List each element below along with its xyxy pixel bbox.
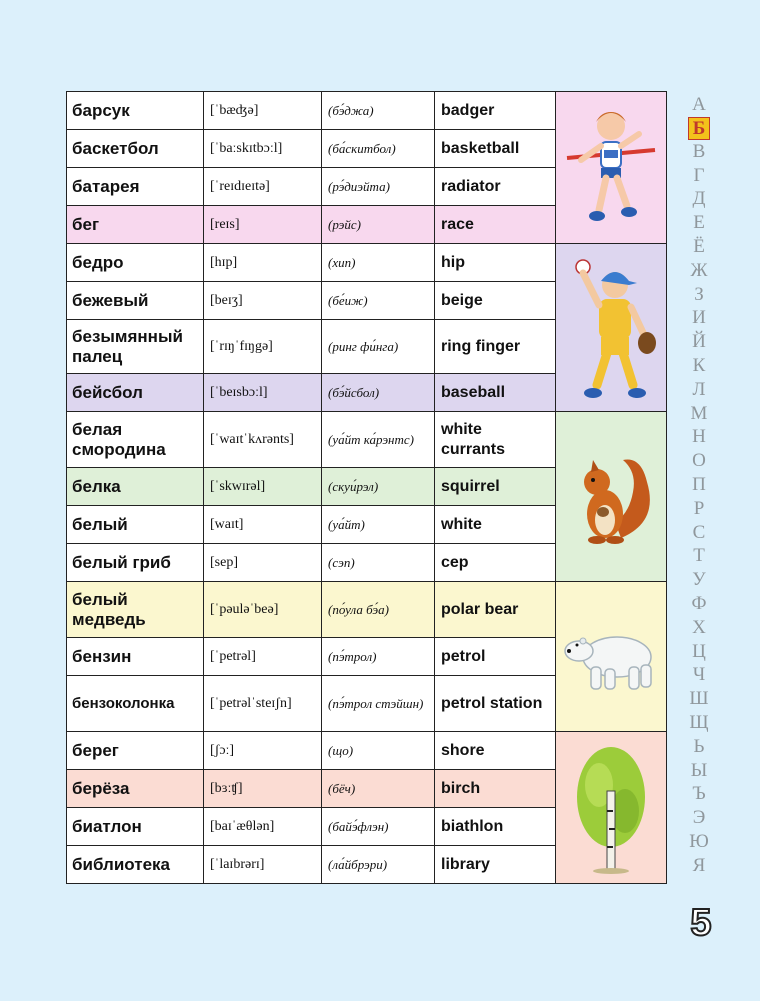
english-word: ring finger <box>435 320 556 374</box>
transcription: [ˈlaɪbrərɪ] <box>204 846 322 884</box>
alphabet-letter: Е <box>693 212 705 234</box>
russian-word: баскетбол <box>67 130 204 168</box>
alphabet-letter: Ы <box>690 759 708 781</box>
english-word: birch <box>435 770 556 808</box>
russian-pronunciation: (ба́скитбол) <box>322 130 435 168</box>
english-word: library <box>435 846 556 884</box>
transcription: [ˈbaːskɪtbɔːl] <box>204 130 322 168</box>
alphabet-letter: Т <box>693 545 705 567</box>
alphabet-letter: О <box>692 450 706 472</box>
page-number: 5 <box>690 902 712 944</box>
russian-pronunciation: (бёч) <box>322 770 435 808</box>
alphabet-letter: К <box>692 354 706 376</box>
alphabet-index <box>686 93 712 878</box>
alphabet-letter: Ш <box>689 688 709 710</box>
russian-pronunciation: (бэ́джа) <box>322 92 435 130</box>
alphabet-letter: Ч <box>692 664 706 686</box>
russian-word: белка <box>67 468 204 506</box>
alphabet-letter: А <box>692 94 706 115</box>
alphabet-letter: У <box>692 569 706 591</box>
russian-word: белая смородина <box>67 412 204 468</box>
alphabet-letter: З <box>694 283 704 305</box>
english-word: shore <box>435 732 556 770</box>
alphabet-letter: С <box>692 521 706 543</box>
alphabet-letter: Г <box>693 164 705 186</box>
transcription: [hɪp] <box>204 244 322 282</box>
transcription: [ˈpetrəl] <box>204 638 322 676</box>
english-word: baseball <box>435 374 556 412</box>
transcription: [ˈskwɪrəl] <box>204 468 322 506</box>
russian-word: бензоколонка <box>67 676 204 732</box>
transcription: [beɪʒ] <box>204 282 322 320</box>
english-word: squirrel <box>435 468 556 506</box>
alphabet-letter: М <box>690 402 708 424</box>
russian-pronunciation: (байэ́флэн) <box>322 808 435 846</box>
russian-pronunciation: (ла́йбрэри) <box>322 846 435 884</box>
alphabet-letter: Й <box>692 331 706 353</box>
table-row <box>67 582 667 638</box>
table-row <box>67 92 667 130</box>
alphabet-letter-active: Б <box>688 117 710 140</box>
alphabet-letter: Р <box>693 497 705 519</box>
russian-word: бег <box>67 206 204 244</box>
english-word: white currants <box>435 412 556 468</box>
baseball-player-icon <box>556 244 667 412</box>
alphabet-letter: Д <box>692 188 706 210</box>
table-row <box>67 732 667 770</box>
english-word: white <box>435 506 556 544</box>
alphabet-letter: Л <box>692 378 706 400</box>
alphabet-letter: И <box>692 307 706 329</box>
table-row <box>67 244 667 282</box>
alphabet-letter: Ц <box>692 640 706 662</box>
english-word: race <box>435 206 556 244</box>
english-word: biathlon <box>435 808 556 846</box>
alphabet-letter: Э <box>692 807 706 829</box>
transcription: [ˈbeɪsbɔːl] <box>204 374 322 412</box>
transcription: [sep] <box>204 544 322 582</box>
runner-girl-icon <box>556 92 667 244</box>
birch-tree-icon <box>556 732 667 884</box>
russian-word: бежевый <box>67 282 204 320</box>
russian-word: берёза <box>67 770 204 808</box>
transcription: [waɪt] <box>204 506 322 544</box>
alphabet-letter: Ж <box>690 259 708 281</box>
polar-bear-icon <box>556 582 667 732</box>
russian-pronunciation: (бэ́йсбол) <box>322 374 435 412</box>
english-word: badger <box>435 92 556 130</box>
transcription: [bɜːʧ] <box>204 770 322 808</box>
alphabet-letter: Щ <box>689 711 709 733</box>
squirrel-icon <box>556 412 667 582</box>
transcription: [ʃɔː] <box>204 732 322 770</box>
russian-word: берег <box>67 732 204 770</box>
transcription: [ˈbæʤə] <box>204 92 322 130</box>
transcription: [ˈwaɪtˈkʌrənts] <box>204 412 322 468</box>
russian-pronunciation: (скуи́рэл) <box>322 468 435 506</box>
transcription: [ˈpetrəlˈsteɪʃn] <box>204 676 322 732</box>
transcription: [reɪs] <box>204 206 322 244</box>
russian-pronunciation: (рэ́диэйта) <box>322 168 435 206</box>
russian-pronunciation: (що) <box>322 732 435 770</box>
russian-word: батарея <box>67 168 204 206</box>
transcription: [baɪˈæθlən] <box>204 808 322 846</box>
russian-pronunciation: (бе́иж) <box>322 282 435 320</box>
russian-word: безымянный палец <box>67 320 204 374</box>
alphabet-letter: В <box>692 140 706 162</box>
alphabet-letter: Я <box>692 854 706 876</box>
english-word: polar bear <box>435 582 556 638</box>
russian-word: библиотека <box>67 846 204 884</box>
vocabulary-table <box>66 91 667 884</box>
english-word: cep <box>435 544 556 582</box>
russian-pronunciation: (хип) <box>322 244 435 282</box>
alphabet-letter: Ь <box>693 735 705 757</box>
russian-pronunciation: (пэ́трол) <box>322 638 435 676</box>
alphabet-letter: Х <box>692 616 706 638</box>
russian-pronunciation: (сэп) <box>322 544 435 582</box>
russian-word: белый <box>67 506 204 544</box>
russian-pronunciation: (уа́йт ка́рэнтс) <box>322 412 435 468</box>
table-row <box>67 412 667 468</box>
russian-word: белый медведь <box>67 582 204 638</box>
alphabet-letter: Ъ <box>692 783 706 805</box>
transcription: [ˈpəuləˈbeə] <box>204 582 322 638</box>
transcription: [ˈreɪdɪeɪtə] <box>204 168 322 206</box>
alphabet-letter: П <box>692 473 706 495</box>
russian-pronunciation: (ринг фи́нга) <box>322 320 435 374</box>
english-word: petrol station <box>435 676 556 732</box>
russian-pronunciation: (рэйс) <box>322 206 435 244</box>
russian-word: бензин <box>67 638 204 676</box>
english-word: basketball <box>435 130 556 168</box>
russian-pronunciation: (по́ула бэ́а) <box>322 582 435 638</box>
russian-pronunciation: (уа́йт) <box>322 506 435 544</box>
russian-word: биатлон <box>67 808 204 846</box>
alphabet-letter: Ё <box>693 235 705 257</box>
russian-word: бедро <box>67 244 204 282</box>
russian-pronunciation: (пэ́трол стэйшн) <box>322 676 435 732</box>
russian-word: барсук <box>67 92 204 130</box>
russian-word: бейсбол <box>67 374 204 412</box>
english-word: hip <box>435 244 556 282</box>
alphabet-letter: Н <box>692 426 706 448</box>
transcription: [ˈrɪŋˈfɪŋgə] <box>204 320 322 374</box>
russian-word: белый гриб <box>67 544 204 582</box>
english-word: radiator <box>435 168 556 206</box>
english-word: beige <box>435 282 556 320</box>
english-word: petrol <box>435 638 556 676</box>
alphabet-letter: Ф <box>691 592 707 614</box>
alphabet-letter: Ю <box>689 830 709 852</box>
